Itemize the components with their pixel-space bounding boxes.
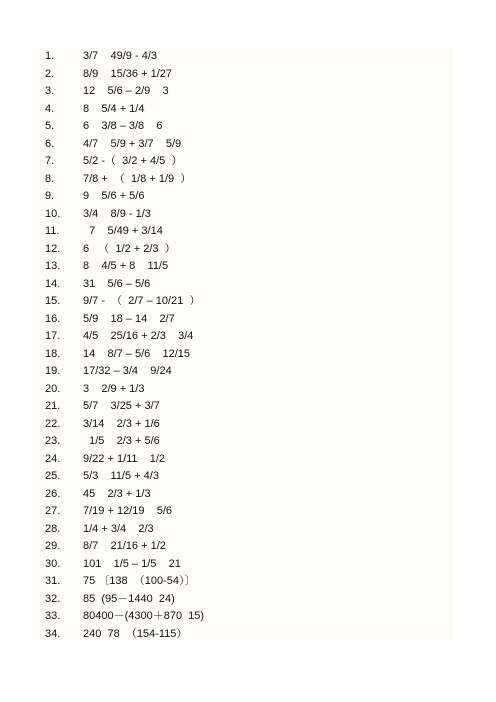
- problem-expression: 7 5/49 + 3/14: [83, 225, 163, 237]
- problem-expression: 3/7 49/9 - 4/3: [83, 50, 157, 62]
- problem-number: 20.: [45, 382, 61, 395]
- problem-expression: 5/9 18 – 14 2/7: [83, 312, 175, 325]
- problem-row: [45, 276, 204, 294]
- problem-row: [45, 206, 204, 224]
- problem-number: 18.: [45, 347, 61, 360]
- problem-number: 7.: [45, 155, 55, 167]
- problem-expression: 8 5/4 + 1/4: [83, 102, 145, 115]
- problem-number: 1.: [45, 50, 55, 62]
- problem-number: 11.: [45, 225, 60, 237]
- problem-row: [45, 503, 204, 521]
- problem-expression: 1/5 2/3 + 5/6: [83, 435, 160, 447]
- problem-row: [45, 188, 204, 206]
- problem-row: [45, 66, 204, 84]
- problem-row: [45, 486, 204, 504]
- problem-expression: 8/7 21/16 + 1/2: [83, 540, 166, 552]
- problem-number: 30.: [45, 557, 61, 570]
- problem-row: [45, 346, 204, 364]
- problem-expression: 17/32 – 3/4 9/24: [83, 365, 172, 377]
- problem-row: [45, 363, 204, 381]
- problem-expression: 7/19 + 12/19 5/6: [83, 505, 172, 517]
- problem-number: 31.: [45, 575, 61, 587]
- problem-row: [45, 118, 204, 136]
- problem-number: 34.: [45, 627, 61, 640]
- problem-number: 16.: [45, 312, 61, 325]
- problem-row: [45, 101, 204, 119]
- problem-number: 24.: [45, 452, 61, 465]
- problem-expression: 14 8/7 – 5/6 12/15: [83, 347, 191, 360]
- problem-expression: 75 〔138 （100-54）〕: [83, 575, 196, 587]
- problem-expression: 3/14 2/3 + 1/6: [83, 417, 160, 430]
- problem-expression: 5/3 11/5 + 4/3: [83, 470, 159, 482]
- problem-row: [45, 416, 204, 434]
- problem-expression: 4/7 5/9 + 3/7 5/9: [83, 137, 182, 150]
- problem-number: 25.: [45, 470, 61, 482]
- problem-row: [45, 311, 204, 329]
- problem-number: 9.: [45, 190, 55, 202]
- problem-row: [45, 153, 204, 171]
- problem-row: [45, 626, 204, 644]
- problem-expression: 85 (95－1440 24): [83, 592, 175, 605]
- problem-expression: 9/22 + 1/11 1/2: [83, 452, 166, 465]
- problem-row: [45, 83, 204, 101]
- problem-expression: 4/5 25/16 + 2/3 3/4: [83, 330, 194, 342]
- problem-number: 32.: [45, 592, 61, 605]
- problem-number: 14.: [45, 277, 61, 290]
- problem-expression: 9/7 - （ 2/7 – 10/21 ）: [83, 295, 201, 307]
- problem-number: 17.: [45, 330, 61, 342]
- problem-expression: 101 1/5 – 1/5 21: [83, 557, 181, 570]
- problem-number: 21.: [45, 400, 61, 412]
- problem-expression: 7/8 + （ 1/8 + 1/9 ）: [83, 172, 192, 185]
- problem-row: [45, 258, 204, 276]
- problem-number: 22.: [45, 417, 61, 430]
- problem-row: [45, 433, 204, 451]
- problem-expression: 31 5/6 – 5/6: [83, 277, 151, 290]
- problem-expression: 240 78 （154-115）: [83, 627, 188, 640]
- problem-expression: 12 5/6 – 2/9 3: [83, 85, 169, 97]
- problem-number: 33.: [45, 610, 61, 622]
- problem-expression: 1/4 + 3/4 2/3: [83, 522, 154, 535]
- problem-number: 29.: [45, 540, 61, 552]
- problem-row: [45, 48, 204, 66]
- problem-number: 10.: [45, 207, 61, 220]
- problem-expression: 5/7 3/25 + 3/7: [83, 400, 160, 412]
- problem-list: [45, 48, 204, 643]
- problem-number: 5.: [45, 120, 55, 132]
- problem-row: [45, 136, 204, 154]
- problem-number: 3.: [45, 85, 55, 97]
- problem-row: [45, 328, 204, 346]
- problem-row: [45, 398, 204, 416]
- problem-number: 12.: [45, 242, 61, 255]
- problem-row: [45, 293, 204, 311]
- problem-expression: 80400－(4300＋870 15): [83, 610, 205, 622]
- problem-row: [45, 556, 204, 574]
- problem-expression: 6 3/8 – 3/8 6: [83, 120, 163, 132]
- problem-number: 23.: [45, 435, 61, 447]
- problem-number: 2.: [45, 67, 55, 80]
- problem-expression: 3/4 8/9 - 1/3: [83, 207, 151, 220]
- problem-number: 13.: [45, 260, 61, 272]
- problem-number: 8.: [45, 172, 55, 185]
- problem-number: 6.: [45, 137, 55, 150]
- problem-row: [45, 468, 204, 486]
- problem-row: [45, 223, 204, 241]
- problem-row: [45, 591, 204, 609]
- problem-expression: 8 4/5 + 8 11/5: [83, 260, 169, 272]
- problem-row: [45, 608, 204, 626]
- problem-row: [45, 451, 204, 469]
- problem-number: 15.: [45, 295, 61, 307]
- problem-expression: 6 （ 1/2 + 2/3 ）: [83, 242, 176, 255]
- problem-expression: 5/2 -（ 3/2 + 4/5 ）: [83, 155, 183, 167]
- problem-row: [45, 521, 204, 539]
- problem-expression: 45 2/3 + 1/3: [83, 487, 151, 500]
- problem-number: 4.: [45, 102, 55, 115]
- problem-expression: 3 2/9 + 1/3: [83, 382, 145, 395]
- problem-expression: 8/9 15/36 + 1/27: [83, 67, 172, 80]
- problem-row: [45, 538, 204, 556]
- problem-row: [45, 381, 204, 399]
- problem-number: 19.: [45, 365, 61, 377]
- problem-row: [45, 573, 204, 591]
- problem-number: 26.: [45, 487, 61, 500]
- problem-row: [45, 171, 204, 189]
- problem-number: 28.: [45, 522, 61, 535]
- problem-number: 27.: [45, 505, 61, 517]
- problem-expression: 9 5/6 + 5/6: [83, 190, 145, 202]
- problem-row: [45, 241, 204, 259]
